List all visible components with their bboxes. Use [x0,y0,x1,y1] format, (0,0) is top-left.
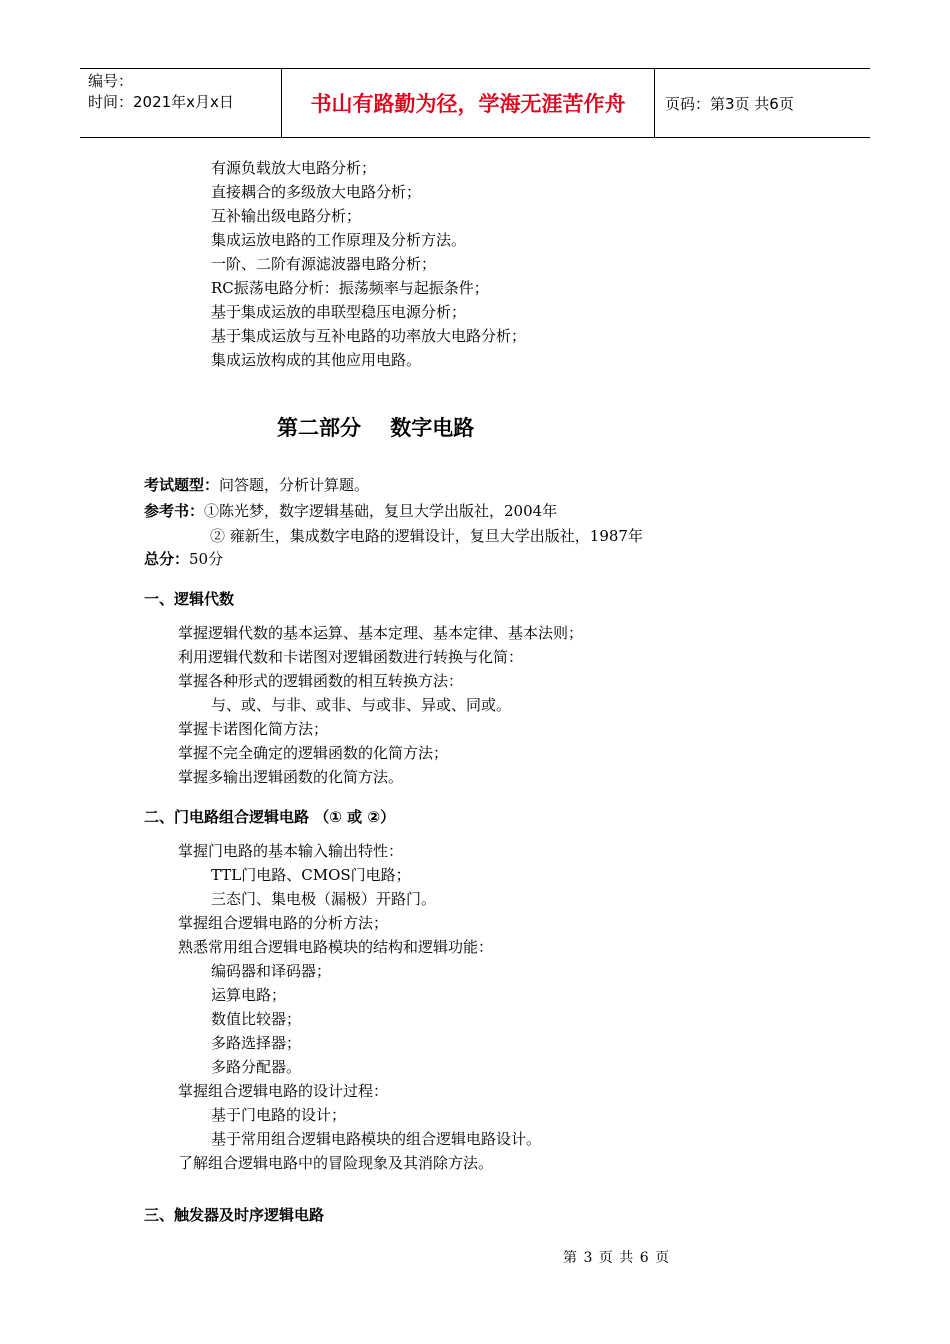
part-title: 第二部分 数字电路 [277,416,475,440]
analog-item: RC振荡电路分析：振荡频率与起振条件； [211,279,489,297]
section1-line: 掌握卡诺图化简方法； [178,720,329,738]
exam-total-label: 总分： [144,550,190,568]
section2-line: 多路选择器； [211,1034,302,1052]
section2-line: 多路分配器。 [211,1058,302,1076]
header-motto-cell [282,69,655,137]
section2-line: 掌握门电路的基本输入输出特性： [178,842,404,860]
section2-line: TTL门电路、CMOS门电路； [211,866,411,884]
header-page-info [655,69,870,137]
section2-line: 熟悉常用组合逻辑电路模块的结构和逻辑功能： [178,938,494,956]
exam-ref1: ①陈光梦，数字逻辑基础，复旦大学出版社，2004年 [204,502,558,520]
page-info: 页码：第3页 共6页 [665,94,794,113]
section1-line: 利用逻辑代数和卡诺图对逻辑函数进行转换与化简： [178,648,524,666]
analog-item: 直接耦合的多级放大电路分析； [211,183,422,201]
time-label: 时间：2021年x月x日 [88,93,234,111]
section2-line: 基于常用组合逻辑电路模块的组合逻辑电路设计。 [211,1130,542,1148]
section1-line: 掌握逻辑代数的基本运算、基本定理、基本定律、基本法则； [178,624,584,642]
section2-line: 数值比较器； [211,1010,302,1028]
section2-line: 编码器和译码器； [211,962,332,980]
section1-line: 掌握不完全确定的逻辑函数的化简方法； [178,744,449,762]
motto: 书山有路勤为径，学海无涯苦作舟 [310,92,626,116]
header-table [80,68,870,138]
section2-line: 基于门电路的设计； [211,1106,347,1124]
analog-item: 一阶、二阶有源滤波器电路分析； [211,255,437,273]
section2-line: 三态门、集电极（漏极）开路门。 [211,890,437,908]
section2-heading: 二、门电路组合逻辑电路 （① 或 ②） [144,808,396,826]
section2-line: 掌握组合逻辑电路的设计过程： [178,1082,389,1100]
header-meta [80,69,282,137]
section1-heading: 一、逻辑代数 [144,590,235,608]
exam-type [144,475,369,495]
exam-ref2: ② 雍新生，集成数字电路的逻辑设计，复旦大学出版社，1987年 [210,527,643,545]
section1-line: 与、或、与非、或非、与或非、异或、同或。 [211,696,512,714]
section1-line: 掌握各种形式的逻辑函数的相互转换方法： [178,672,464,690]
section2-line: 了解组合逻辑电路中的冒险现象及其消除方法。 [178,1154,494,1172]
analog-item: 互补输出级电路分析； [211,207,362,225]
section3-heading: 三、触发器及时序逻辑电路 [144,1206,325,1224]
section2-line: 掌握组合逻辑电路的分析方法； [178,914,389,932]
exam-total [144,549,223,569]
number-label: 编号： [88,72,134,90]
analog-item: 有源负载放大电路分析； [211,159,377,177]
page-footer: 第 3 页 共 6 页 [563,1250,671,1266]
exam-ref-label: 参考书： [144,502,205,520]
section1-line: 掌握多输出逻辑函数的化简方法。 [178,768,404,786]
analog-item: 集成运放电路的工作原理及分析方法。 [211,231,467,249]
exam-ref [144,501,557,521]
analog-item: 基于集成运放的串联型稳压电源分析； [211,303,467,321]
exam-total-value: 50分 [189,550,224,568]
analog-item: 基于集成运放与互补电路的功率放大电路分析； [211,327,527,345]
section2-line: 运算电路； [211,986,287,1004]
exam-type-value: 问答题，分析计算题。 [219,476,370,494]
analog-item: 集成运放构成的其他应用电路。 [211,351,422,369]
exam-type-label: 考试题型： [144,476,220,494]
